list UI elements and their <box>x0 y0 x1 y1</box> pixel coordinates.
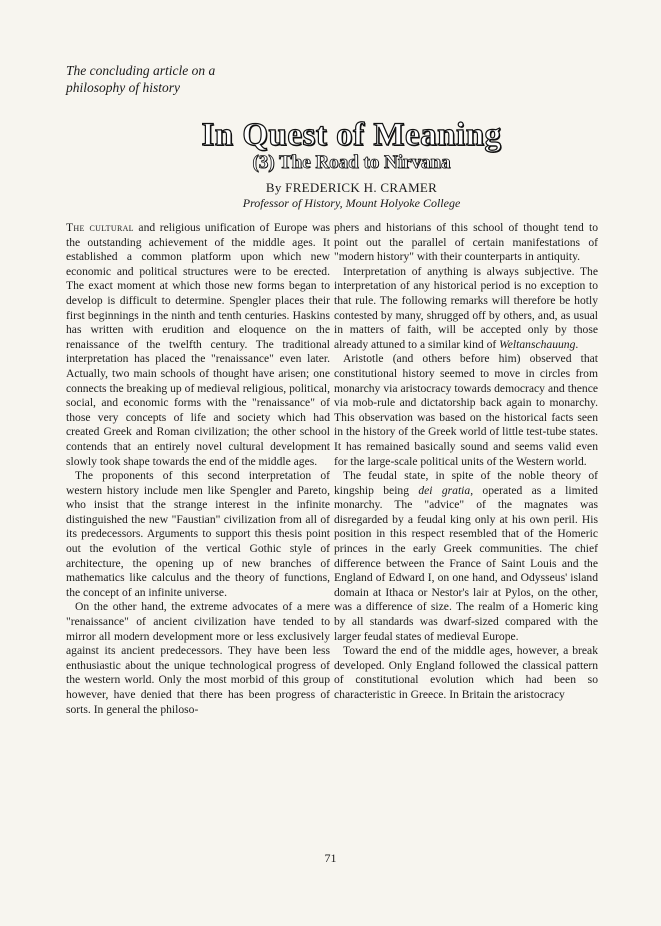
dei-gratia-italic: dei gratia <box>418 483 471 497</box>
weltanschauung-italic: Weltanschauung <box>499 337 576 351</box>
article-title: In Quest of Meaning <box>201 117 502 153</box>
left-paragraph-1 <box>66 221 330 469</box>
page-number: 71 <box>324 851 337 865</box>
left-paragraph-2: The proponents of this second interpretation of western history include men like Spengler and Pareto, who insist that the strange interest in the infinite distinguished the new "Faustian" civilization from all of its predecessors. Arguments to support this thesis point out the evolution of the vertical Gothic style of architecture, the opening up of new branches of mathematics like calculus and the theory of functions, the concept of an infinite universe. <box>66 469 330 599</box>
lead-in-small-caps: The cultural <box>66 221 134 234</box>
article-kicker <box>66 62 215 96</box>
right-paragraph-2 <box>334 265 598 353</box>
right-paragraph-1: phers and historians of this school of thought tend to point out the parallel of certain manifestations of "modern history" with their counterparts in antiquity. <box>334 221 598 264</box>
article-subtitle: (3) The Road to Nirvana <box>252 152 451 173</box>
right-paragraph-3: Aristotle (and others before him) observed that constitutional history seemed to move in circles from monarchy via aristocracy towards democracy and thence via mob-rule and dictatorship back again to monarchy. This observation was based on the historical facts seen in the history of the Greek world of little test-tube states. It has remained basically sound and seems valid even for the large-scale political units of the Western world. <box>334 352 598 468</box>
kicker-line-2: philosophy of history <box>66 80 180 95</box>
right-paragraph-2-text: Interpretation of anything is always subjective. The interpretation of any historical period is no exception to that rule. The following remarks will therefore be hotly contested by many, shrugged off by others, and, as usual in matters of faith, will be accepted only by those already attuned to a similar kind of <box>334 264 598 351</box>
right-paragraph-5: Toward the end of the middle ages, however, a break developed. Only England followed the classical pattern of constitutional evolution which had been so characteristic in Greece. In Britain the aristocracy <box>334 644 598 701</box>
right-paragraph-2-end: . <box>575 337 579 351</box>
right-paragraph-4-text-a: The feudal state, in spite of the noble theory of kingship being <box>334 469 598 497</box>
right-paragraph-4 <box>334 469 598 644</box>
right-paragraph-4-text-b: , operated as a limited monarchy. The "advice" of the magnates was disregarded by a feudal king only at his own peril. His position in this respect resembled that of the Homeric princes in the early Greek communities. The chief difference between the France of Saint Louis and the England of Edward I, on one hand, and Odysseus' island domain at Ithaca or Nestor's lair at Pylos, on the other, was a difference of size. The realm of a Homeric king by all standards was dwarf-sized compared with the larger feudal states of medieval Europe. <box>334 483 598 643</box>
right-column <box>334 221 598 703</box>
kicker-line-1: The concluding article on a <box>66 63 216 78</box>
left-column <box>66 221 330 717</box>
left-paragraph-3: On the other hand, the extreme advocates of a mere "renaissance" of ancient civilization have tended to mirror all modern development more or less exclusively against its ancient predecessors. They have been less enthusiastic about the unique technological progress of the western world. Only the most morbid of this group however, have denied that there has been progress of sorts. In general the philoso- <box>66 600 330 716</box>
author-affiliation: Professor of History, Mount Holyoke College <box>242 196 461 210</box>
left-paragraph-1-text: and religious unification of Europe was the outstanding achievement of the middle ages. It established a common platform upon which new economic and political structures were to be erected. The exact moment at which those new forms began to develop is difficult to determine. Spengler places their first beginnings in the ninth and tenth centuries. Haskins has written with erudition and eloquence on the renaissance of the twelfth century. The traditional interpretation has placed the "renaissance" even later. Actually, two main schools of thought have arisen; one connects the breaking up of medieval religious, political, social, and economic forms with the "renaissance" of those very concepts of life and society which had created Greek and Roman civilization; the other school contends that an entirely novel cultural development slowly took shape towards the end of the middle ages. <box>66 221 330 468</box>
author-byline: By FREDERICK H. CRAMER <box>265 180 438 195</box>
